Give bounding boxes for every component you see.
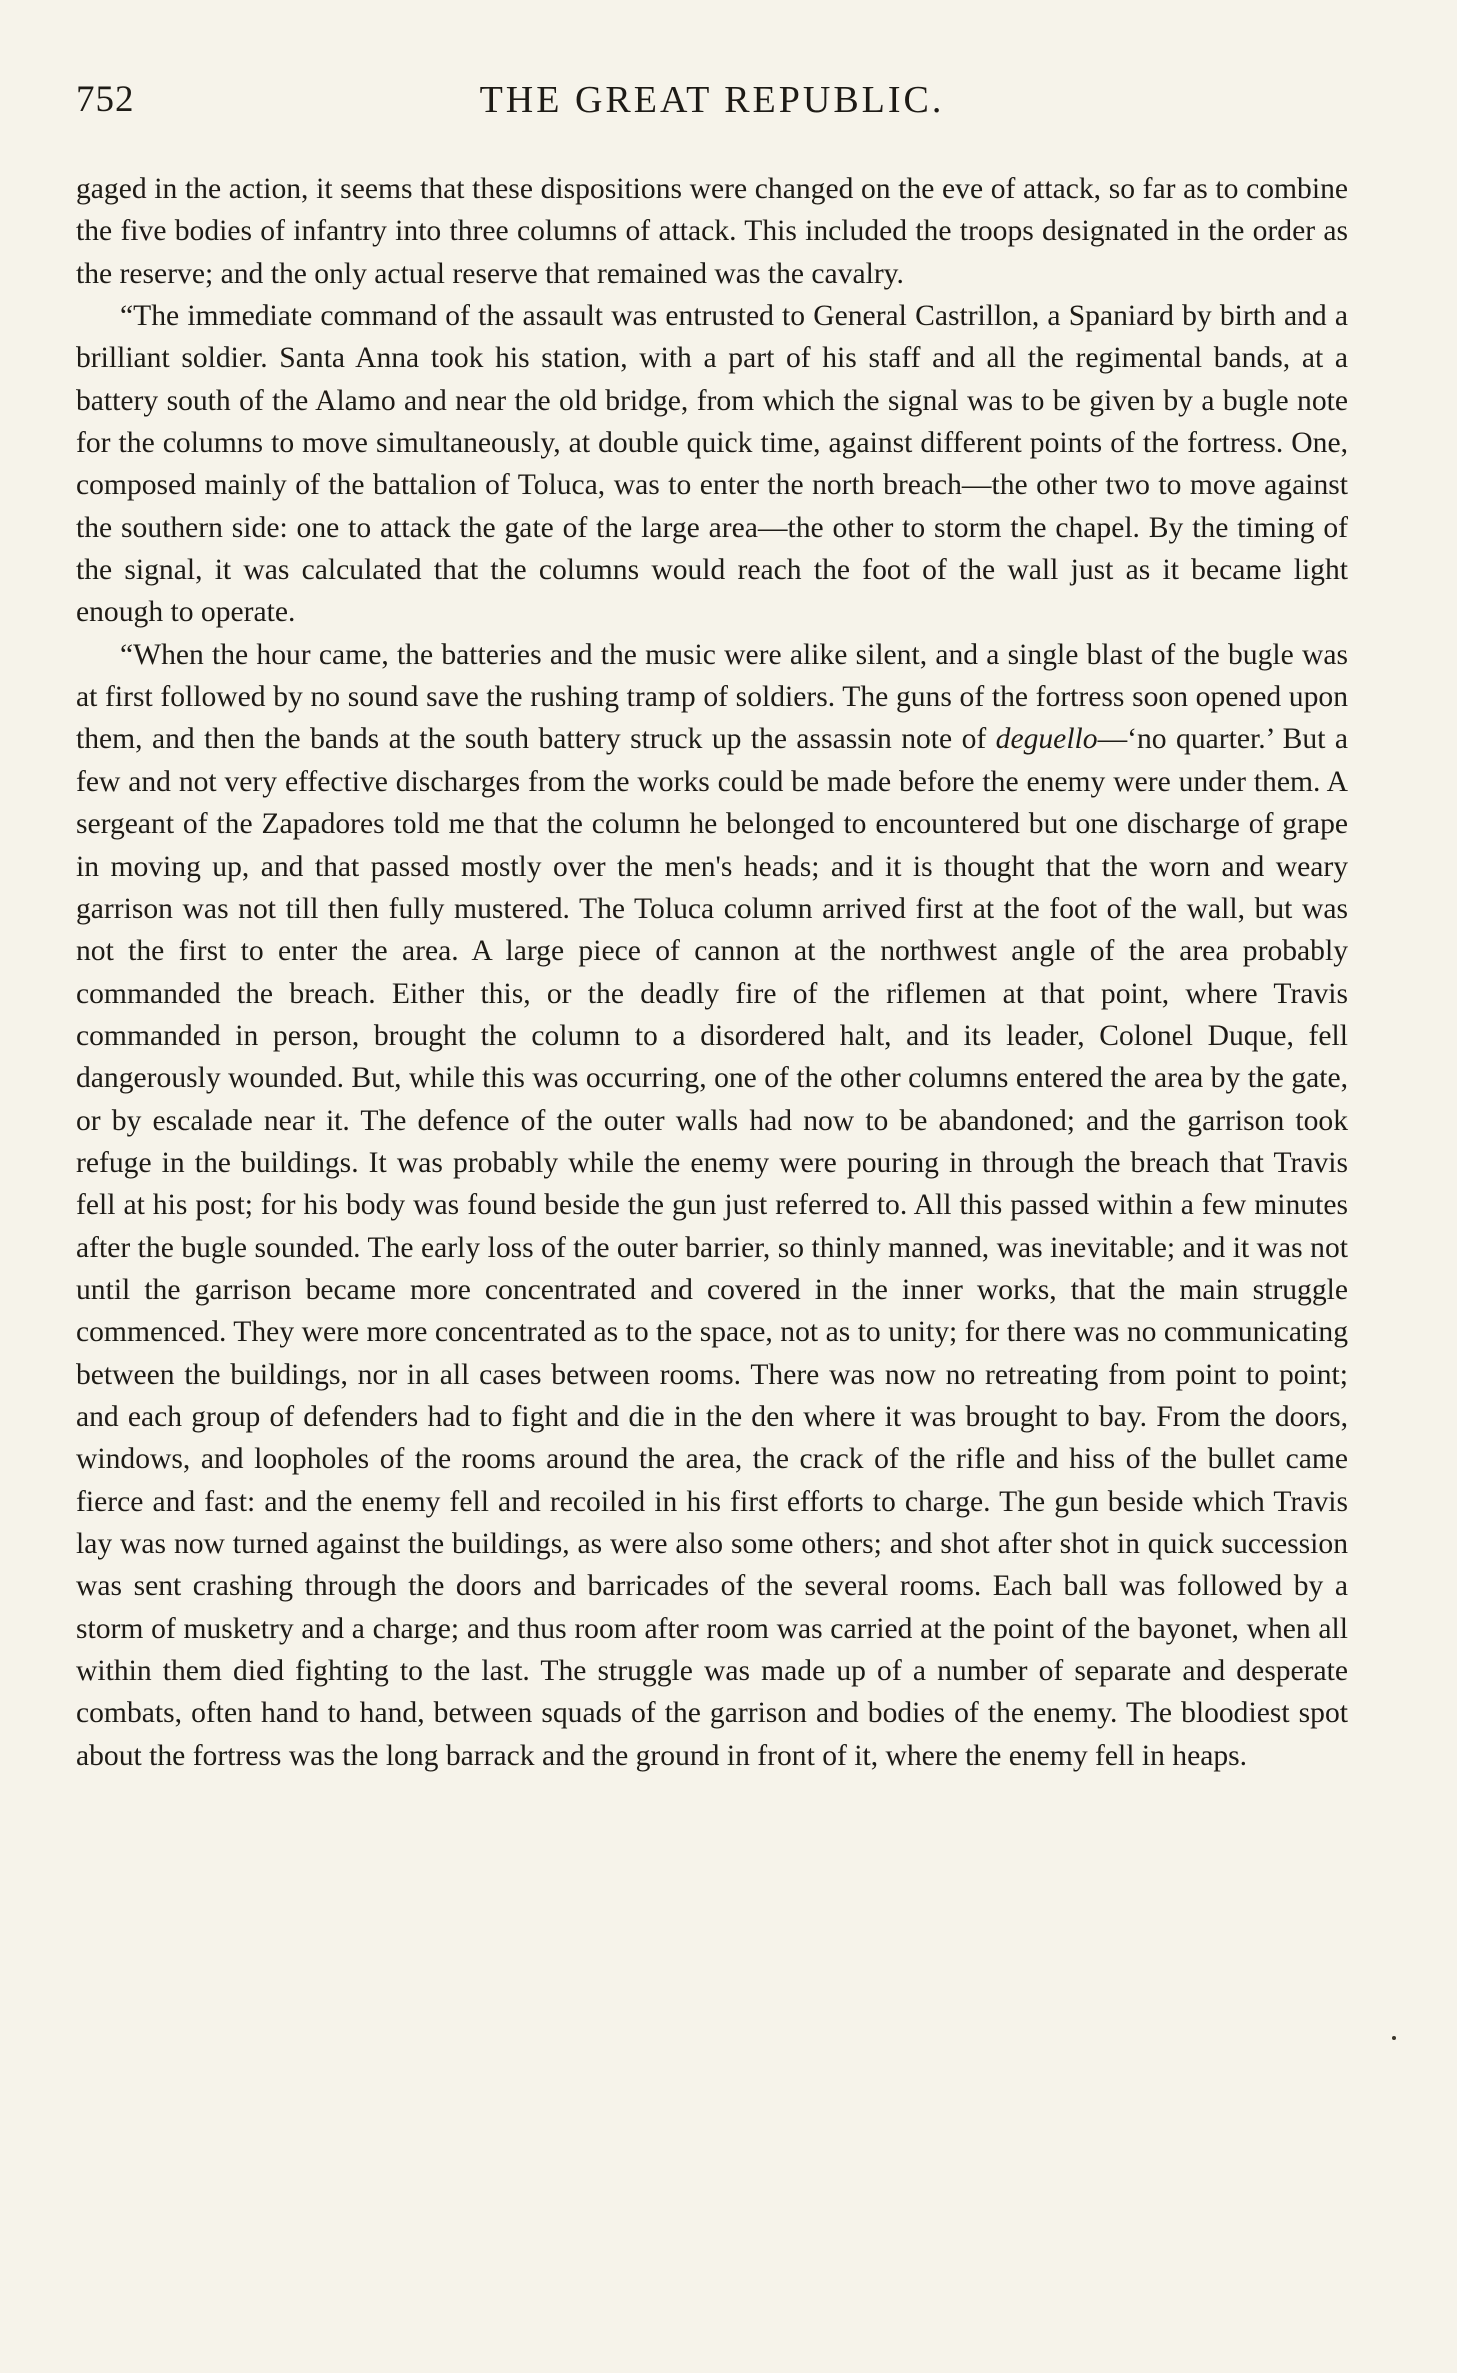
body-text [76,168,1348,1777]
running-title: THE GREAT REPUBLIC. [479,79,945,121]
book-page [76,78,1348,1777]
page-number: 752 [76,79,135,120]
margin-ink-dot [1392,2036,1396,2040]
paragraph-1 [76,168,1348,295]
paragraph-3 [76,634,1348,1777]
paragraph-3-italic-term: deguello [995,723,1098,756]
running-head [76,78,1348,138]
paragraph-3-text-b: —‘no quarter.’ But a few and not very effective discharges from the works could be made before the enemy were under them. A sergeant of the Zapadores told me that the column he belonged to encountered but one discharge of grape in moving up, and that passed mostly over the men's heads; and it is thought that the worn and weary garrison was not till then fully mustered. The Toluca column arrived first at the foot of the wall, but was not the first to enter the area. A large piece of cannon at the northwest angle of the area probably commanded the breach. Either this, or the deadly fire of the riflemen at that point, where Travis commanded in person, brought the column to a disordered halt, and its leader, Colonel Duque, fell dangerously wounded. But, while this was occurring, one of the other columns entered the area by the gate, or by escalade near it. The defence of the outer walls had now to be abandoned; and the garrison took refuge in the buildings. It was probably while the enemy were pouring in through the breach that Travis fell at his post; for his body was found beside the gun just referred to. All this passed within a few minutes after the bugle sounded. The early loss of the outer barrier, so thinly manned, was inevitable; and it was not until the garrison became more concentrated and covered in the inner works, that the main struggle commenced. They were more concentrated as to the space, not as to unity; for there was no communicating between the buildings, nor in all cases between rooms. There was now no retreating from point to point; and each group of defenders had to fight and die in the den where it was brought to bay. From the doors, windows, and loopholes of the rooms around the area, the crack of the rifle and hiss of the bullet came fierce and fast: and the enemy fell and recoiled in his first efforts to charge. The gun beside which Travis lay was now turned against the buildings, as were also some others; and shot after shot in quick succession was sent crashing through the doors and barricades of the several rooms. Each ball was followed by a storm of musketry and a charge; and thus room after room was carried at the point of the bayonet, when all within them died fighting to the last. The struggle was made up of a number of separate and desperate combats, often hand to hand, between squads of the garrison and bodies of the enemy. The bloodiest spot about the fortress was the long barrack and the ground in front of it, where the enemy fell in heaps. [76,723,1348,1772]
paragraph-2 [76,295,1348,634]
paragraph-2-text: “The immediate command of the assault was entrusted to General Castrillon, a Spaniard by birth and a brilliant soldier. Santa Anna took his station, with a part of his staff and all the regimental bands, at a battery south of the Alamo and near the old bridge, from which the signal was to be given by a bugle note for the columns to move simultaneously, at double quick time, against different points of the fortress. One, composed mainly of the battalion of Toluca, was to enter the north breach—the other two to move against the southern side: one to attack the gate of the large area—the other to storm the chapel. By the timing of the signal, it was calculated that the columns would reach the foot of the wall just as it became light enough to operate. [76,300,1348,629]
paragraph-3-text-a: “When the hour came, the batteries and the music were alike silent, and a single blast of the bugle was at first followed by no sound save the rushing tramp of soldiers. The guns of the fortress soon opened upon them, and then the bands at the south battery struck up the assassin note of [76,638,1348,756]
paragraph-1-text: gaged in the action, it seems that these dispositions were changed on the eve of attack, so far as to combine the five bodies of infantry into three columns of attack. This included the troops designated in the order as the reserve; and the only actual reserve that remained was the cavalry. [76,173,1348,290]
